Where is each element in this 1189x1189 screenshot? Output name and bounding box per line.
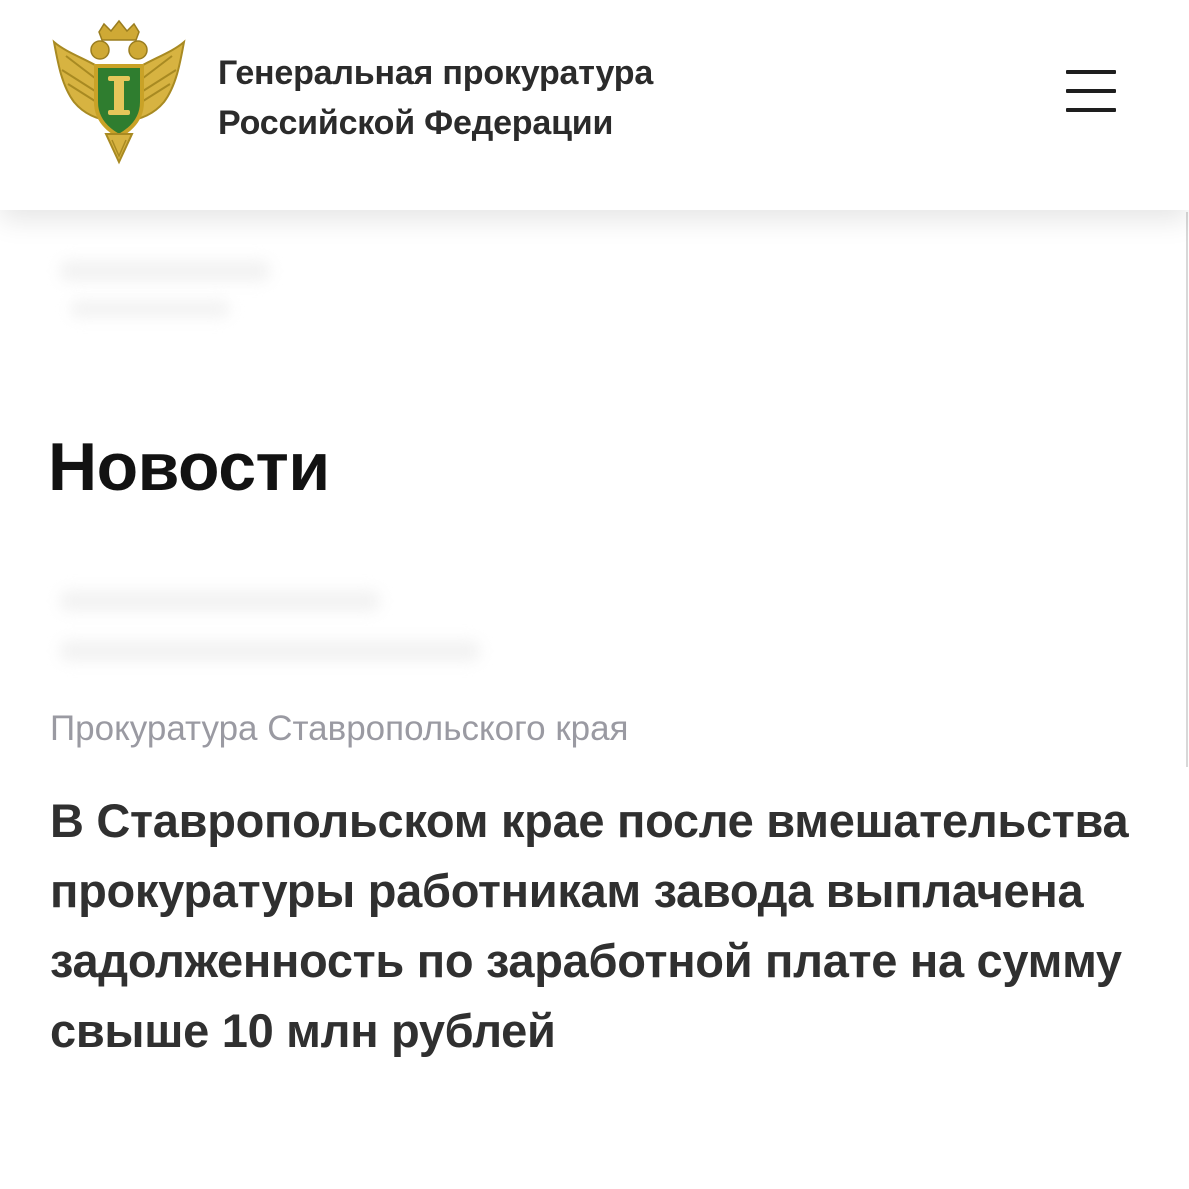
menu-button[interactable]: [1058, 70, 1122, 120]
blurred-artifact: [60, 590, 380, 612]
site-header: [0, 0, 1189, 210]
blurred-artifact: [60, 640, 480, 662]
article-headline[interactable]: В Ставропольском крае после вмешательства прокуратуры работникам завода выплачена задолженность по заработной плате на сумму свыше 10 млн рублей: [50, 794, 1129, 1057]
right-edge-divider: [1186, 212, 1188, 767]
article-source[interactable]: Прокуратура Ставропольского края: [50, 709, 629, 748]
prosecutor-emblem-icon[interactable]: [44, 16, 194, 166]
blurred-artifact: [60, 260, 270, 282]
organization-name[interactable]: [218, 48, 653, 148]
menu-bar-middle: [1066, 89, 1116, 93]
organization-name-line-2: Российской Федерации: [218, 104, 614, 142]
menu-bar-bottom: [1066, 108, 1116, 112]
blurred-artifact: [70, 300, 230, 318]
organization-name-line-1: Генеральная прокуратура: [218, 54, 654, 92]
section-title: Новости: [48, 429, 330, 505]
menu-bar-top: [1066, 70, 1116, 74]
